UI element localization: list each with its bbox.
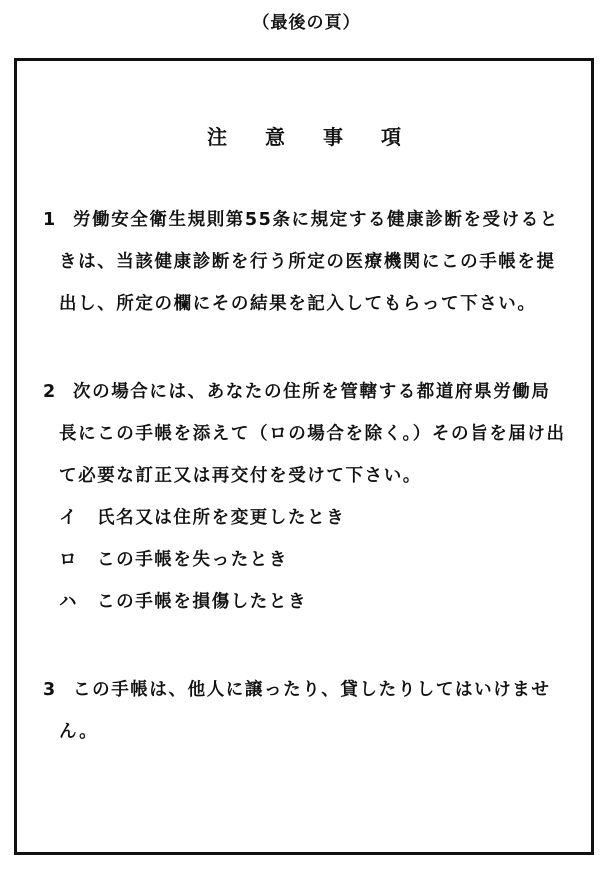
- item-2-text-1: 次の場合には、あなたの住所を管轄する都道府県労働局: [73, 382, 551, 402]
- item-2-sub-item-1: [59, 504, 345, 529]
- sub-item-mark-i: イ: [59, 508, 79, 528]
- item-1-number: 1: [43, 210, 57, 230]
- item-3-text-2: ん。: [59, 722, 99, 742]
- item-1-text-2: きは、当該健康診断を行う所定の医療機関にこの手帳を提: [59, 252, 556, 272]
- item-1-text-1: 労働安全衛生規則第55条に規定する健康診断を受けると: [73, 210, 559, 230]
- notice-box: [14, 58, 594, 855]
- sub-item-text-i: 氏名又は住所を変更したとき: [97, 508, 346, 528]
- item-2-sub-item-3: [59, 588, 307, 613]
- item-1-line-1: [43, 206, 559, 231]
- sub-item-text-ha: この手帳を損傷したとき: [97, 592, 308, 612]
- item-3-line-1: [43, 676, 551, 701]
- sub-item-text-ro: この手帳を失ったとき: [97, 550, 288, 570]
- item-1-text-3: 出し、所定の欄にその結果を記入してもらって下さい。: [59, 294, 537, 314]
- item-2-line-1: [43, 378, 551, 403]
- item-2-number: 2: [43, 382, 57, 402]
- item-3-number: 3: [43, 680, 57, 700]
- item-3-text-1: この手帳は、他人に譲ったり、貸したりしてはいけませ: [73, 680, 551, 700]
- page-header: （最後の頁）: [252, 13, 361, 33]
- sub-item-mark-ha: ハ: [59, 592, 79, 612]
- item-2-text-3: て必要な訂正又は再交付を受けて下さい。: [59, 466, 422, 486]
- notice-title: 注意事項: [207, 125, 439, 149]
- sub-item-mark-ro: ロ: [59, 550, 79, 570]
- item-2-text-2: 長にこの手帳を添えて（ロの場合を除く。）その旨を届け出: [59, 424, 566, 444]
- item-2-sub-item-2: [59, 546, 288, 571]
